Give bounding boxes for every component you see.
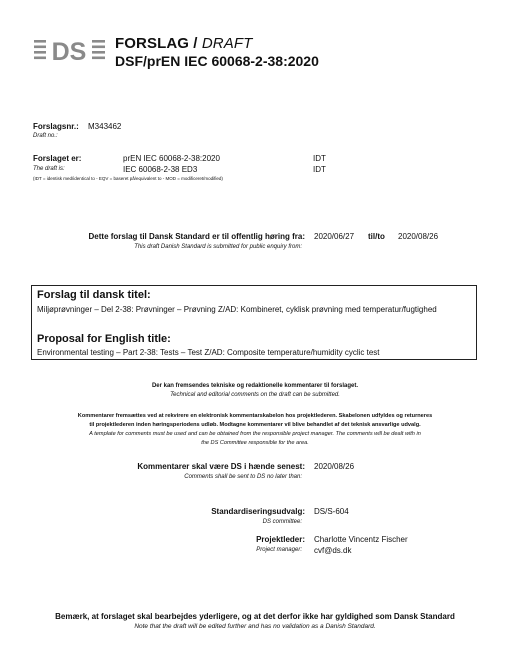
comments-line-en: Technical and editorial comments on the draft can be submitted. xyxy=(170,392,340,398)
comments-para-dk-1: Kommentarer fremsættes ved at rekvirere en elektronisk kommentarskabelon hos projektlederen. Skabelonen udfyldes og returneres xyxy=(77,413,433,419)
draft-is-value-1: prEN IEC 60068-2-38:2020 xyxy=(123,154,220,163)
deadline-label: Kommentarer skal være DS i hænde senest: xyxy=(137,462,305,471)
deadline-sub: Comments shall be sent to DS no later than: xyxy=(184,474,302,480)
dk-title-heading: Forslag til dansk titel: xyxy=(37,289,151,301)
committee-label: Standardiseringsudvalg: xyxy=(211,507,305,516)
manager-label: Projektleder: xyxy=(256,535,305,544)
ds-logo-text: DS xyxy=(51,38,87,64)
enquiry-from: 2020/06/27 xyxy=(314,232,355,241)
manager-sub: Project manager: xyxy=(256,547,302,553)
draft-is-label: Forslaget er: xyxy=(33,154,82,163)
comments-line: Der kan fremsendes tekniske og redaktionelle kommentarer til forslaget. xyxy=(151,383,359,389)
footer-note-dk: Bemærk, at forslaget skal bearbejdes yderligere, og at det derfor ikke har gyldighed som Dansk Standard xyxy=(55,612,455,621)
proposal-no-value: M343462 xyxy=(88,122,122,131)
draft-type-en: DRAFT xyxy=(201,35,253,52)
committee-sub: DS committee: xyxy=(262,519,302,525)
draft-is-value-2: IEC 60068-2-38 ED3 xyxy=(123,165,198,174)
idt-2: IDT xyxy=(313,165,326,174)
comments-para-en-1: A template for comments must be used and can be obtained from the responsible project manager. The comments will be dealt with in xyxy=(89,431,421,437)
proposal-no-sub: Draft no.: xyxy=(33,133,58,139)
enquiry-label: Dette forslag til Dansk Standard er til offentlig høring fra: xyxy=(88,232,305,241)
draft-type-dk: FORSLAG / xyxy=(115,35,198,52)
comments-para-dk-2: til projektlederen inden høringsperiodens udløb. Modtagne kommentarer vil blive behandlet af det teknisk ansvarlige udvalg. xyxy=(89,422,421,428)
manager-name: Charlotte Vincentz Fischer xyxy=(314,535,408,544)
en-title-text: Environmental testing – Part 2-38: Tests – Test Z/AD: Composite temperature/humidity cyclic test xyxy=(37,348,380,357)
proposal-no-label: Forslagsnr.: xyxy=(33,122,79,131)
manager-email[interactable]: cvf@ds.dk xyxy=(314,546,352,555)
idt-legend: (IDT = identisk med/identical to - EQV = baseret på/equivalent to - MOD = modificeret/modified) xyxy=(33,176,223,181)
en-title-heading: Proposal for English title: xyxy=(37,333,171,345)
footer-note-en: Note that the draft will be edited further and has no validation as a Danish Standard. xyxy=(134,623,376,630)
draft-is-sub: The draft is: xyxy=(33,166,65,172)
dk-title-text: Miljøprøvninger – Del 2-38: Prøvninger – Prøvning Z/AD: Kombineret, cyklisk prøvning med temperatur/fugtighed xyxy=(37,305,437,314)
document-type xyxy=(115,35,252,52)
ds-logo xyxy=(34,37,106,64)
enquiry-sub: This draft Danish Standard is submitted for public enquiry from: xyxy=(134,244,302,250)
enquiry-to-label: til/to xyxy=(368,232,385,241)
comments-para-en-2: the DS Committee responsible for the area. xyxy=(201,440,309,446)
idt-1: IDT xyxy=(313,154,326,163)
enquiry-to: 2020/08/26 xyxy=(398,232,439,241)
deadline-value: 2020/08/26 xyxy=(314,462,355,471)
document-id: DSF/prEN IEC 60068-2-38:2020 xyxy=(115,53,319,69)
committee-value: DS/S-604 xyxy=(314,507,349,516)
